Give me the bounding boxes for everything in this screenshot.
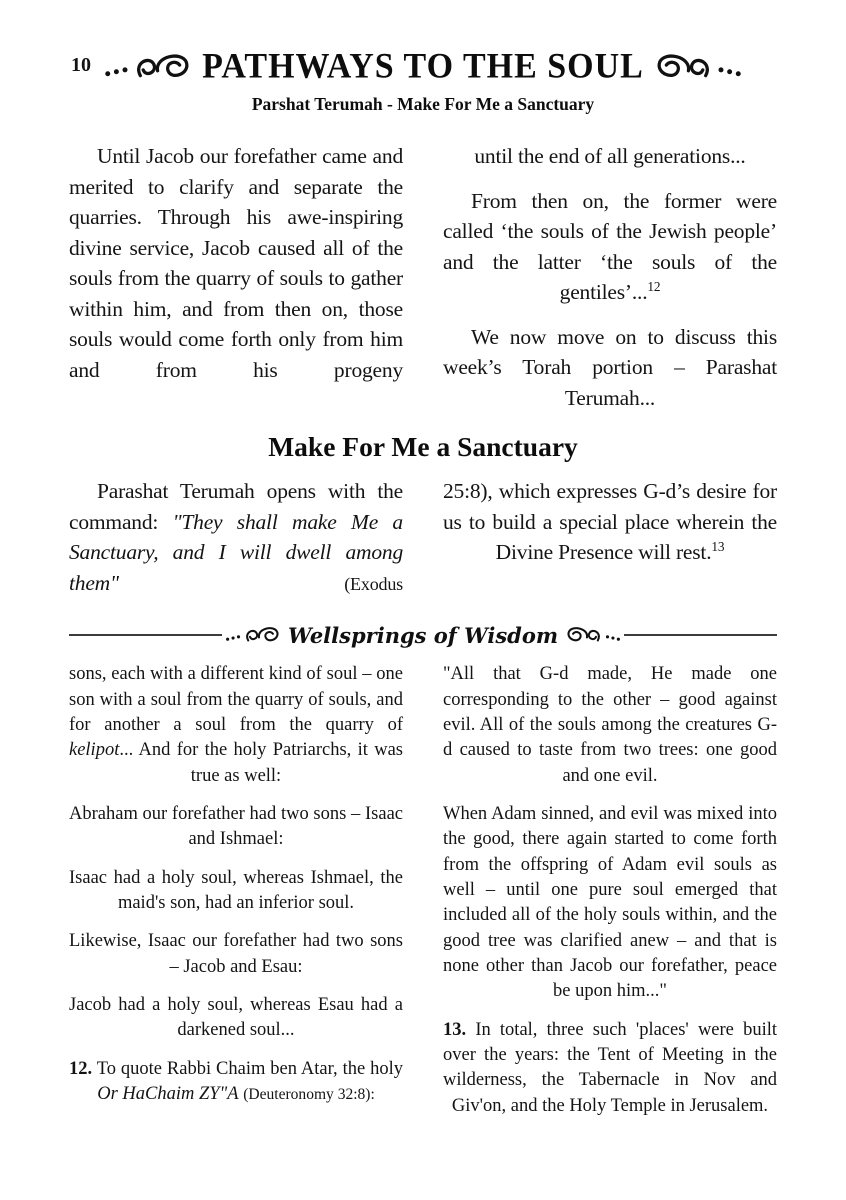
scroll-flourish-icon	[224, 624, 282, 646]
paragraph	[443, 1018, 777, 1119]
sanctuary-right-column	[443, 476, 777, 598]
main-left-column	[69, 141, 403, 413]
footnote-divider	[69, 620, 777, 650]
paragraph	[69, 1057, 403, 1108]
paragraph	[69, 993, 403, 1044]
paragraph	[443, 141, 777, 172]
main-text-section	[69, 141, 777, 413]
paragraph	[443, 186, 777, 308]
text-segment: 13.	[443, 1019, 467, 1040]
text-segment: From then on, the former were called ‘the souls of the Jewish people’ and the latter ‘the souls of the gentiles’...	[443, 188, 777, 305]
text-segment: We now move on to discuss this week’s Torah portion – Parashat Terumah...	[443, 324, 777, 410]
text-segment: "They shall make Me a Sanctuary, and I will dwell among them"	[69, 509, 403, 595]
paragraph	[69, 662, 403, 789]
sanctuary-left-column	[69, 476, 403, 598]
paragraph	[443, 476, 777, 568]
paragraph	[69, 929, 403, 980]
text-segment: Isaac had a holy soul, whereas Ishmael, the maid's son, had an inferior soul.	[69, 867, 403, 913]
paragraph	[443, 322, 777, 414]
divider-label: Wellsprings of Wisdom	[287, 622, 559, 648]
paragraph	[69, 866, 403, 917]
paragraph	[69, 476, 403, 598]
scroll-flourish-icon	[102, 51, 194, 83]
text-segment: Abraham our forefather had two sons – Isaac and Ishmael:	[69, 803, 403, 850]
paragraph	[443, 802, 777, 1005]
text-segment: 12.	[69, 1058, 93, 1079]
divider-line	[69, 634, 222, 636]
paragraph	[69, 141, 403, 385]
text-segment: Likewise, Isaac our forefather had two sons – Jacob and Esau:	[69, 931, 403, 977]
divider-line	[624, 634, 777, 636]
text-segment: Or HaChaim ZY"A	[97, 1084, 239, 1104]
text-segment: (Deuteronomy 32:8):	[243, 1086, 375, 1103]
footnotes-section	[69, 662, 777, 1132]
scroll-flourish-icon	[564, 624, 622, 646]
chapter-subtitle: Parshat Terumah - Make For Me a Sanctuary	[251, 94, 595, 114]
text-segment: Until Jacob our forefather came and merited to clarify and separate the quarries. Through his awe-inspiring divine service, Jacob caused all of the souls from the quarry of souls to gather within him, and from then on, those souls would come forth only from him and from his progeny	[69, 144, 403, 382]
text-segment: (Exodus	[344, 573, 403, 594]
text-segment: until the end of all generations...	[474, 144, 746, 168]
footnote-right-column	[443, 662, 777, 1132]
text-segment: Jacob had a holy soul, whereas Esau had a darkened soul...	[69, 994, 403, 1041]
sanctuary-section	[69, 476, 777, 598]
text-segment: In total, three such 'places' were built over the years: the Tent of Meeting in the wilderness, the Tabernacle in Nov and Giv'on, and the Holy Temple in Jerusalem.	[443, 1019, 777, 1116]
text-segment: sons, each with a different kind of soul – one son with a soul from the quarry of souls, and for another a soul from the quarry of	[69, 664, 403, 735]
text-segment: "All that G-d made, He made one corresponding to the other – good against evil. All of the souls among the creatures G-d caused to taste from two trees: one good and one evil.	[443, 664, 777, 786]
paragraph	[443, 662, 777, 789]
text-segment: Parashat Terumah opens with the command:	[69, 479, 403, 534]
paragraph	[69, 802, 403, 853]
main-right-column	[443, 141, 777, 413]
text-segment	[119, 571, 344, 595]
page-header	[69, 44, 777, 115]
text-segment: 25:8), which expresses G-d’s desire for us to build a special place wherein the Divine Presence will rest.	[443, 479, 777, 565]
page-number: 10	[71, 54, 91, 76]
book-title: PATHWAYS TO THE SOUL	[202, 47, 644, 86]
text-segment: 12	[647, 278, 661, 294]
text-segment: To quote Rabbi Chaim ben Atar, the holy	[92, 1058, 403, 1079]
text-segment: ... And for the holy Patriarchs, it was true as well:	[119, 740, 403, 786]
text-segment: When Adam sinned, and evil was mixed into the good, there again started to come forth from the offspring of Adam evil souls as well – until one pure soul emerged that included all of the holy souls within, and the good tree was clarified anew – and that is none other than Jacob our forefather, peace be upon him..."	[443, 803, 777, 1002]
section-heading: Make For Me a Sanctuary	[268, 431, 578, 463]
footnote-left-column	[69, 662, 403, 1132]
scroll-flourish-icon	[652, 51, 744, 83]
text-segment: kelipot	[69, 740, 120, 761]
title-row	[69, 44, 777, 90]
text-segment: 13	[711, 539, 725, 554]
